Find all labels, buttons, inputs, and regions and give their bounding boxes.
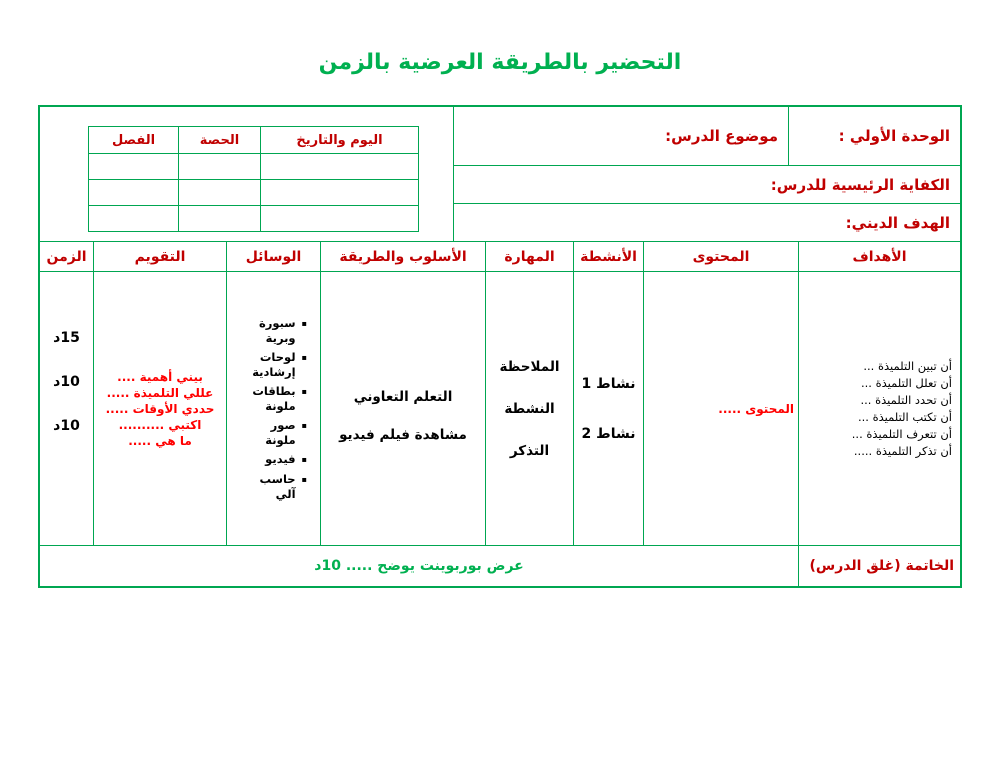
tool-label: سبورة وبرية bbox=[258, 315, 296, 345]
schedule-cell bbox=[261, 206, 419, 232]
schedule-header-class: الفصل bbox=[89, 127, 179, 154]
time-cell bbox=[40, 272, 93, 545]
tool-item bbox=[227, 384, 307, 414]
time-item: 10د bbox=[53, 374, 80, 390]
lesson-info-area bbox=[453, 107, 960, 241]
objective-item: أن تكتب التلميذة ... bbox=[857, 409, 952, 424]
square-bullet-icon: ▪ bbox=[301, 420, 307, 430]
page-title: التحضير بالطريقة العرضية بالزمن bbox=[318, 50, 682, 75]
competency-label-cell bbox=[454, 166, 960, 204]
tool-label: لوحات إرشادية bbox=[252, 349, 296, 379]
square-bullet-icon: ▪ bbox=[301, 352, 307, 362]
tool-item bbox=[227, 418, 307, 448]
skill-item: النشطة bbox=[504, 400, 555, 417]
evaluation-item: بيني أهمية .... bbox=[117, 369, 203, 384]
grid-header-row bbox=[40, 242, 960, 272]
objective-item: أن تذكر التلميذة ..... bbox=[853, 443, 952, 458]
square-bullet-icon: ▪ bbox=[301, 454, 307, 464]
footer-note: عرض بوربوينت يوضح ..... 10د bbox=[314, 558, 524, 574]
objective-item: أن تتعرف التلميذة ... bbox=[851, 426, 952, 441]
time-item: 15د bbox=[53, 330, 80, 346]
tools-cell bbox=[226, 272, 320, 545]
tool-item bbox=[227, 452, 307, 468]
schedule-header-row bbox=[89, 127, 419, 154]
schedule-header-day-date: اليوم والتاريخ bbox=[261, 127, 419, 154]
tool-item bbox=[227, 316, 307, 346]
objective-item: أن تحدد التلميذة ... bbox=[860, 392, 952, 407]
column-header-objectives: الأهداف bbox=[798, 242, 960, 271]
skill-cell bbox=[485, 272, 573, 545]
lesson-plan-table bbox=[38, 105, 962, 588]
column-header-content: المحتوى bbox=[643, 242, 798, 271]
schedule-cell bbox=[261, 154, 419, 180]
closing-cell bbox=[798, 546, 960, 586]
skill-item: التذكر bbox=[509, 442, 550, 459]
evaluation-item: عللي التلميذة ..... bbox=[106, 385, 214, 400]
activity-item: نشاط 1 bbox=[581, 375, 636, 392]
schedule-table bbox=[88, 126, 419, 232]
topic-label-cell bbox=[454, 107, 788, 165]
schedule-cell bbox=[179, 154, 261, 180]
content-value: المحتوى ..... bbox=[718, 401, 794, 416]
schedule-row bbox=[89, 206, 419, 232]
lesson-plan-page bbox=[0, 50, 1000, 588]
method-cell bbox=[320, 272, 485, 545]
evaluation-item: حددي الأوقات ..... bbox=[105, 401, 215, 416]
evaluation-item: اكتبي .......... bbox=[118, 417, 202, 432]
skill-item: الملاحظة bbox=[499, 358, 560, 375]
square-bullet-icon: ▪ bbox=[301, 474, 307, 484]
square-bullet-icon: ▪ bbox=[301, 318, 307, 328]
column-header-activities: الأنشطة bbox=[573, 242, 643, 271]
column-header-tools: الوسائل bbox=[226, 242, 320, 271]
schedule-cell bbox=[261, 180, 419, 206]
grid-body-row bbox=[40, 272, 960, 546]
tool-label: فيديو bbox=[265, 451, 296, 466]
content-cell bbox=[643, 272, 798, 545]
tool-item bbox=[227, 350, 307, 380]
tool-label: صور ملونة bbox=[265, 417, 296, 447]
info-section bbox=[40, 107, 960, 242]
objective-item: أن تبين التلميذة ... bbox=[863, 358, 952, 373]
evaluation-item: ما هي ..... bbox=[128, 433, 192, 448]
tool-label: بطاقات ملونة bbox=[252, 383, 296, 413]
tool-item bbox=[227, 472, 307, 502]
closing-label: الخاتمة (غلق الدرس) bbox=[809, 558, 954, 574]
schedule-cell bbox=[179, 180, 261, 206]
schedule-row bbox=[89, 154, 419, 180]
objectives-cell bbox=[798, 272, 960, 545]
unit-label: الوحدة الأولي : bbox=[838, 127, 950, 145]
schedule-row bbox=[89, 180, 419, 206]
info-row-unit-topic bbox=[454, 107, 960, 166]
objective-item: أن تعلل التلميذة ... bbox=[861, 375, 952, 390]
schedule-area bbox=[40, 107, 453, 241]
method-item: مشاهدة فيلم فيديو bbox=[339, 426, 467, 443]
evaluation-cell bbox=[93, 272, 226, 545]
footer-note-cell bbox=[40, 546, 798, 586]
activities-cell bbox=[573, 272, 643, 545]
column-header-evaluation: التقويم bbox=[93, 242, 226, 271]
schedule-header-period: الحصة bbox=[179, 127, 261, 154]
unit-label-cell bbox=[788, 107, 960, 165]
religious-goal-label-cell bbox=[454, 204, 960, 241]
religious-goal-label: الهدف الديني: bbox=[845, 213, 950, 232]
square-bullet-icon: ▪ bbox=[301, 386, 307, 396]
schedule-cell bbox=[179, 206, 261, 232]
schedule-cell bbox=[89, 206, 179, 232]
schedule-cell bbox=[89, 154, 179, 180]
column-header-method: الأسلوب والطريقة bbox=[320, 242, 485, 271]
column-header-time: الزمن bbox=[46, 248, 87, 265]
topic-label: موضوع الدرس: bbox=[665, 127, 778, 145]
time-item: 10د bbox=[53, 418, 80, 434]
grid-footer-row bbox=[40, 546, 960, 586]
column-header-skill: المهارة bbox=[485, 242, 573, 271]
competency-label: الكفاية الرئيسية للدرس: bbox=[770, 175, 950, 194]
activity-item: نشاط 2 bbox=[581, 425, 636, 442]
schedule-cell bbox=[89, 180, 179, 206]
tool-label: حاسب آلي bbox=[259, 471, 296, 501]
method-item: التعلم التعاوني bbox=[353, 388, 453, 405]
